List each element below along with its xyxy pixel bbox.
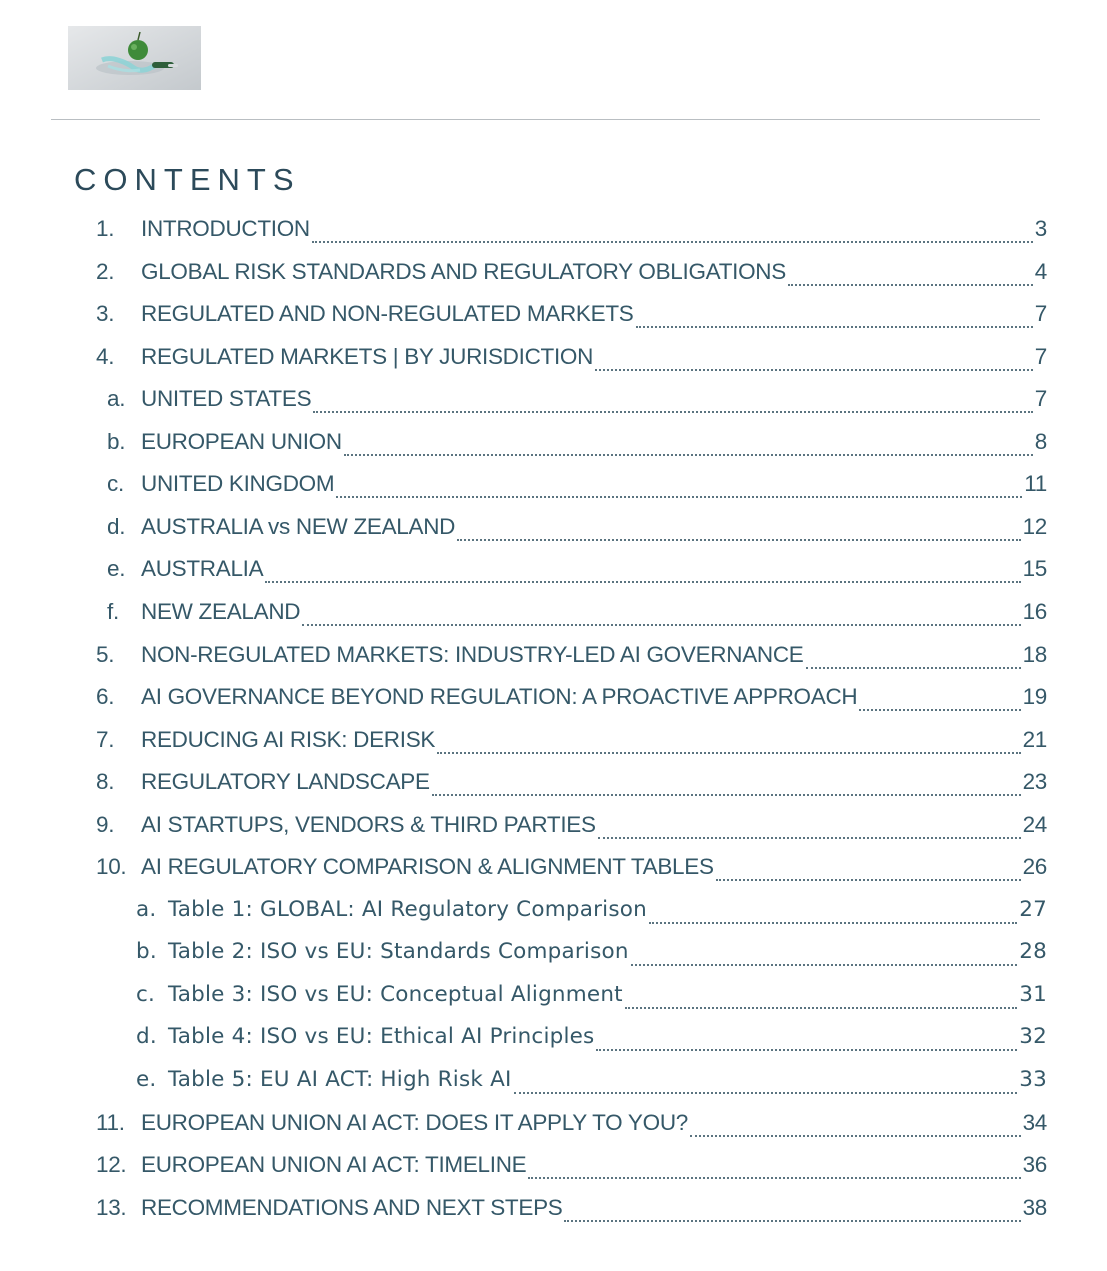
toc-dot-leader [336, 496, 1022, 498]
toc-entry-number: f. [107, 598, 119, 624]
toc-entry-page: 32 [1019, 1024, 1047, 1050]
toc-dot-leader [564, 1220, 1020, 1222]
toc-entry-page: 12 [1022, 513, 1047, 539]
toc-entry-number: a. [107, 386, 126, 412]
toc-entry[interactable] [0, 344, 1047, 374]
toc-entry-page: 26 [1022, 854, 1047, 880]
toc-entry-page: 16 [1022, 598, 1047, 624]
toc-dot-leader [859, 709, 1020, 711]
toc-entry-number: 9. [96, 811, 115, 837]
toc-entry-title: AUSTRALIA [141, 556, 264, 582]
toc-entry-number: 5. [96, 641, 115, 667]
toc-entry[interactable] [0, 514, 1047, 544]
toc-dot-leader [514, 1092, 1018, 1094]
toc-entry-page: 33 [1019, 1067, 1047, 1092]
toc-entry-number: 1. [96, 216, 115, 241]
toc-entry-title: EUROPEAN UNION AI ACT: DOES IT APPLY TO YOU? [141, 1109, 688, 1135]
toc-entry-page: 31 [1019, 981, 1047, 1007]
toc-entry[interactable] [0, 982, 1047, 1012]
toc-entry-page: 19 [1022, 684, 1047, 710]
toc-entry-number: b. [136, 939, 157, 965]
toc-dot-leader [432, 794, 1021, 796]
toc-entry-title: AI REGULATORY COMPARISON & ALIGNMENT TABLES [141, 854, 714, 880]
toc-entry-page: 24 [1022, 811, 1047, 837]
toc-entry-page: 21 [1022, 726, 1047, 752]
toc-dot-leader [788, 284, 1033, 286]
contents-heading: CONTENTS [74, 162, 301, 197]
toc-entry-number: 2. [96, 258, 115, 284]
toc-entry-title: GLOBAL RISK STANDARDS AND REGULATORY OBLIGATIONS [141, 258, 786, 284]
toc-entry-title: EUROPEAN UNION AI ACT: TIMELINE [141, 1152, 527, 1178]
toc-dot-leader [528, 1177, 1020, 1179]
toc-entry-title: REGULATED MARKETS | BY JURISDICTION [141, 343, 594, 369]
toc-entry-page: 27 [1019, 896, 1047, 922]
toc-entry-page: 3 [1034, 216, 1047, 241]
toc-entry-number: d. [107, 513, 126, 539]
toc-entry-number: 13. [96, 1194, 127, 1220]
toc-entry-title: Table 4: ISO vs EU: Ethical AI Principles [168, 1024, 595, 1050]
toc-entry-page: 4 [1034, 258, 1047, 284]
toc-entry-number: 11. [96, 1109, 125, 1135]
toc-entry-title: INTRODUCTION [141, 216, 310, 241]
toc-dot-leader [265, 581, 1020, 583]
toc-entry-number: 4. [96, 343, 115, 369]
toc-entry-page: 38 [1022, 1194, 1047, 1220]
toc-entry[interactable] [0, 216, 1047, 246]
toc-entry-page: 28 [1019, 939, 1047, 965]
toc-entry-page: 36 [1022, 1152, 1047, 1178]
toc-entry-page: 7 [1034, 301, 1047, 327]
toc-entry[interactable] [0, 1195, 1047, 1225]
toc-entry[interactable] [0, 727, 1047, 757]
toc-dot-leader [312, 241, 1033, 243]
toc-entry[interactable] [0, 1067, 1047, 1097]
toc-entry-number: e. [136, 1067, 157, 1092]
toc-entry-number: 7. [96, 726, 115, 752]
toc-entry-title: Table 5: EU AI ACT: High Risk AI [168, 1067, 512, 1092]
toc-dot-leader [344, 454, 1033, 456]
toc-dot-leader [457, 539, 1020, 541]
toc-entry-number: e. [107, 556, 126, 582]
toc-entry[interactable] [0, 471, 1047, 501]
toc-dot-leader [631, 964, 1018, 966]
toc-entry-number: 8. [96, 769, 115, 795]
toc-entry-page: 23 [1022, 769, 1047, 795]
toc-entry[interactable] [0, 1152, 1047, 1182]
toc-entry-title: REGULATED AND NON-REGULATED MARKETS [141, 301, 634, 327]
toc-entry-title: AUSTRALIA vs NEW ZEALAND [141, 513, 456, 539]
toc-dot-leader [636, 326, 1033, 328]
toc-entry-title: AI STARTUPS, VENDORS & THIRD PARTIES [141, 811, 596, 837]
toc-dot-leader [595, 369, 1033, 371]
toc-entry[interactable] [0, 939, 1047, 969]
toc-entry[interactable] [0, 897, 1047, 927]
toc-dot-leader [690, 1135, 1021, 1137]
toc-dot-leader [313, 411, 1033, 413]
toc-entry[interactable] [0, 684, 1047, 714]
toc-entry-title: NEW ZEALAND [141, 598, 301, 624]
toc-entry-title: Table 2: ISO vs EU: Standards Comparison [168, 939, 629, 965]
toc-dot-leader [437, 752, 1020, 754]
toc-entry[interactable] [0, 769, 1047, 799]
toc-entry[interactable] [0, 854, 1047, 884]
toc-entry-page: 15 [1022, 556, 1047, 582]
toc-entry-title: NON-REGULATED MARKETS: INDUSTRY-LED AI GOVERNANCE [141, 641, 804, 667]
toc-entry[interactable] [0, 259, 1047, 289]
toc-entry-number: c. [107, 471, 124, 497]
toc-entry-page: 7 [1034, 386, 1047, 412]
toc-entry-page: 18 [1022, 641, 1047, 667]
toc-dot-leader [625, 1007, 1017, 1009]
toc-entry-title: REGULATORY LANDSCAPE [141, 769, 430, 795]
toc-entry-number: 6. [96, 684, 115, 710]
toc-entry-page: 34 [1022, 1109, 1047, 1135]
toc-entry-page: 11 [1024, 471, 1047, 497]
toc-entry-number: 10. [96, 854, 127, 880]
toc-entry[interactable] [0, 642, 1047, 672]
toc-entry-title: AI GOVERNANCE BEYOND REGULATION: A PROACTIVE APPROACH [141, 684, 858, 710]
toc-dot-leader [596, 1049, 1017, 1051]
toc-dot-leader [598, 837, 1021, 839]
toc-entry-title: UNITED KINGDOM [141, 471, 335, 497]
toc-entry[interactable] [0, 301, 1047, 331]
toc-dot-leader [806, 667, 1021, 669]
toc-entry-title: EUROPEAN UNION [141, 428, 342, 454]
toc-entry[interactable] [0, 812, 1047, 842]
toc-entry-page: 7 [1034, 343, 1047, 369]
toc-dot-leader [302, 624, 1020, 626]
toc-entry-title: Table 3: ISO vs EU: Conceptual Alignment [168, 981, 623, 1007]
toc-entry-number: 12. [96, 1152, 127, 1178]
toc-entry-number: a. [136, 896, 157, 922]
toc-dot-leader [649, 922, 1017, 924]
toc-entry-title: RECOMMENDATIONS AND NEXT STEPS [141, 1194, 563, 1220]
toc-entry[interactable] [0, 429, 1047, 459]
toc-entry[interactable] [0, 1110, 1047, 1140]
toc-entry-number: c. [136, 981, 156, 1007]
toc-entry-number: b. [107, 428, 126, 454]
toc-entry-title: UNITED STATES [141, 386, 312, 412]
toc-entry[interactable] [0, 599, 1047, 629]
toc-entry[interactable] [0, 1024, 1047, 1054]
toc-entry-title: REDUCING AI RISK: DERISK [141, 726, 436, 752]
toc-entry-number: 3. [96, 301, 115, 327]
toc-entry[interactable] [0, 386, 1047, 416]
toc-entry[interactable] [0, 556, 1047, 586]
toc-entry-number: d. [136, 1024, 157, 1050]
toc-dot-leader [716, 879, 1021, 881]
toc-entry-title: Table 1: GLOBAL: AI Regulatory Comparison [168, 896, 647, 922]
toc-entry-page: 8 [1034, 428, 1047, 454]
